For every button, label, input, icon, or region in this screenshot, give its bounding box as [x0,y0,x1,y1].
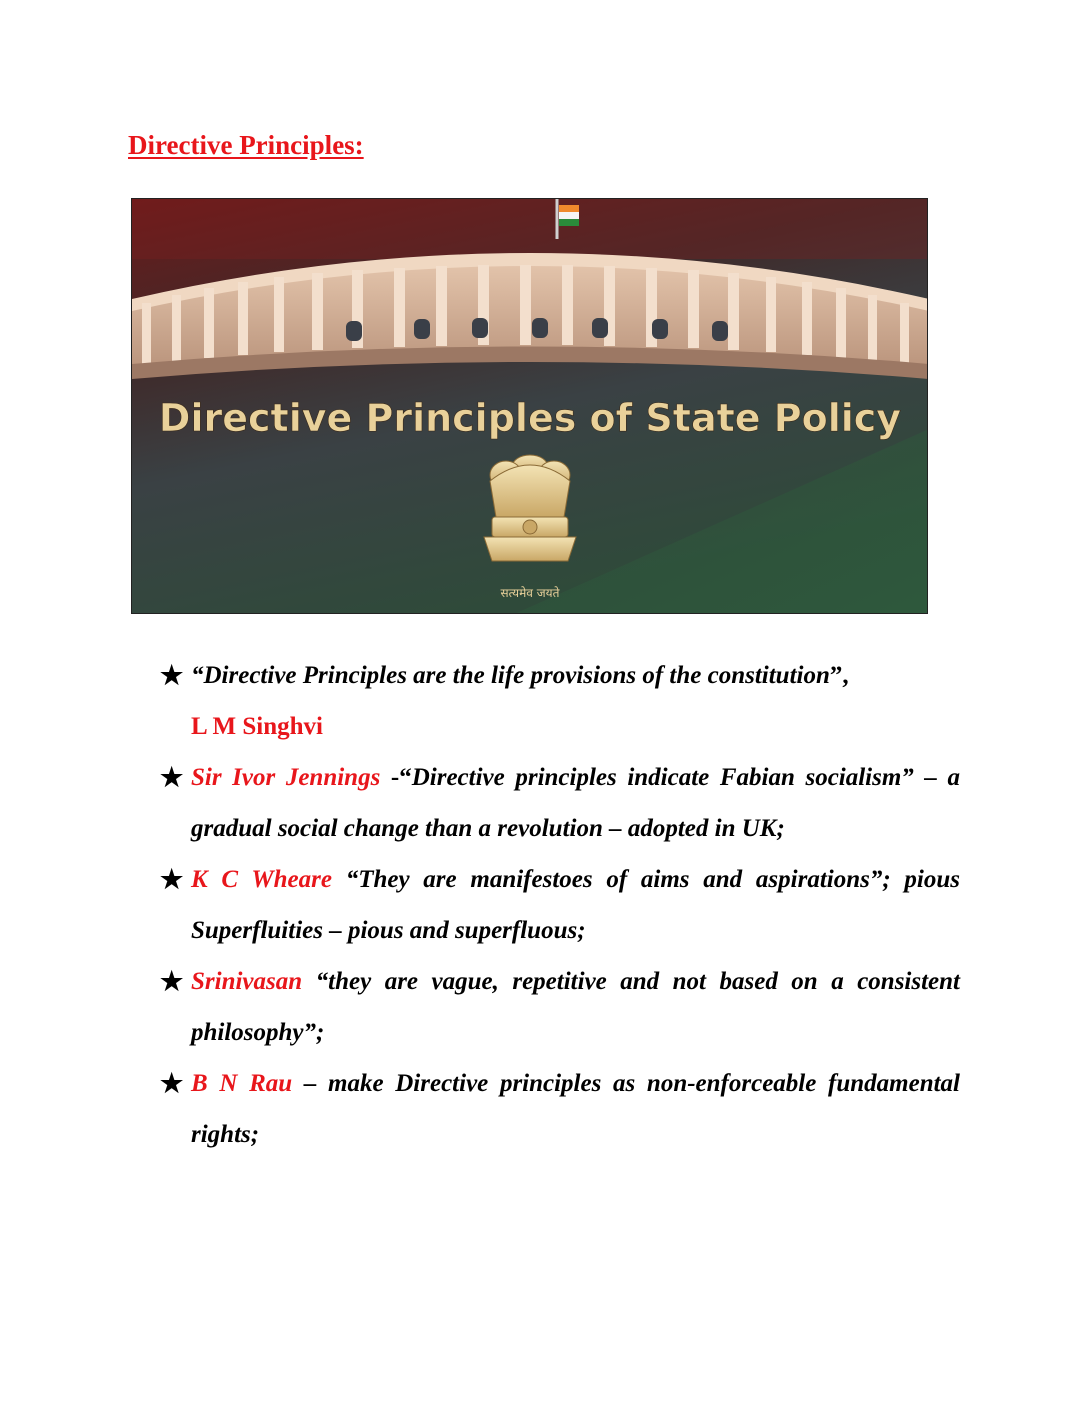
star-icon: ★ [160,967,184,996]
star-icon: ★ [160,865,184,894]
star-icon: ★ [160,661,184,690]
quote-text: Directive principles indicate Fabian socialism” – a gradual social change than a revolution – adopted in UK; [191,764,960,842]
quote-closing: ”, [829,662,849,689]
quote-text: – make Directive principles as non-enforceable fundamental rights; [191,1070,960,1148]
page-title: Directive Principles: [128,130,364,160]
quote-author: L M Singhvi [191,713,323,740]
list-item [160,854,960,956]
list-item [160,650,960,752]
quote-author: K C Wheare [191,866,332,893]
quote-text: “Directive Principles are the life provisions of the constitution [191,662,830,689]
national-emblem-icon [484,455,576,561]
list-item [160,1058,960,1160]
quote-text: “They are manifestoes of aims and aspirations”; pious Superfluities – pious and superfluous; [191,866,961,944]
star-icon: ★ [160,1069,184,1098]
banner-image [131,198,928,614]
quote-dash: -“ [380,764,412,791]
banner-caption: Directive Principles of State Policy [158,396,902,440]
star-icon: ★ [160,763,184,792]
quote-author: B N Rau [191,1070,293,1097]
quote-author: Sir Ivor Jennings [191,764,381,791]
quotes-list [160,650,960,1160]
list-item [160,956,960,1058]
quote-author: Srinivasan [191,968,303,995]
emblem-motto: सत्यमेव जयते [500,586,560,600]
quote-text: “they are vague, repetitive and not based on a consistent philosophy”; [191,968,960,1046]
list-item [160,752,960,854]
